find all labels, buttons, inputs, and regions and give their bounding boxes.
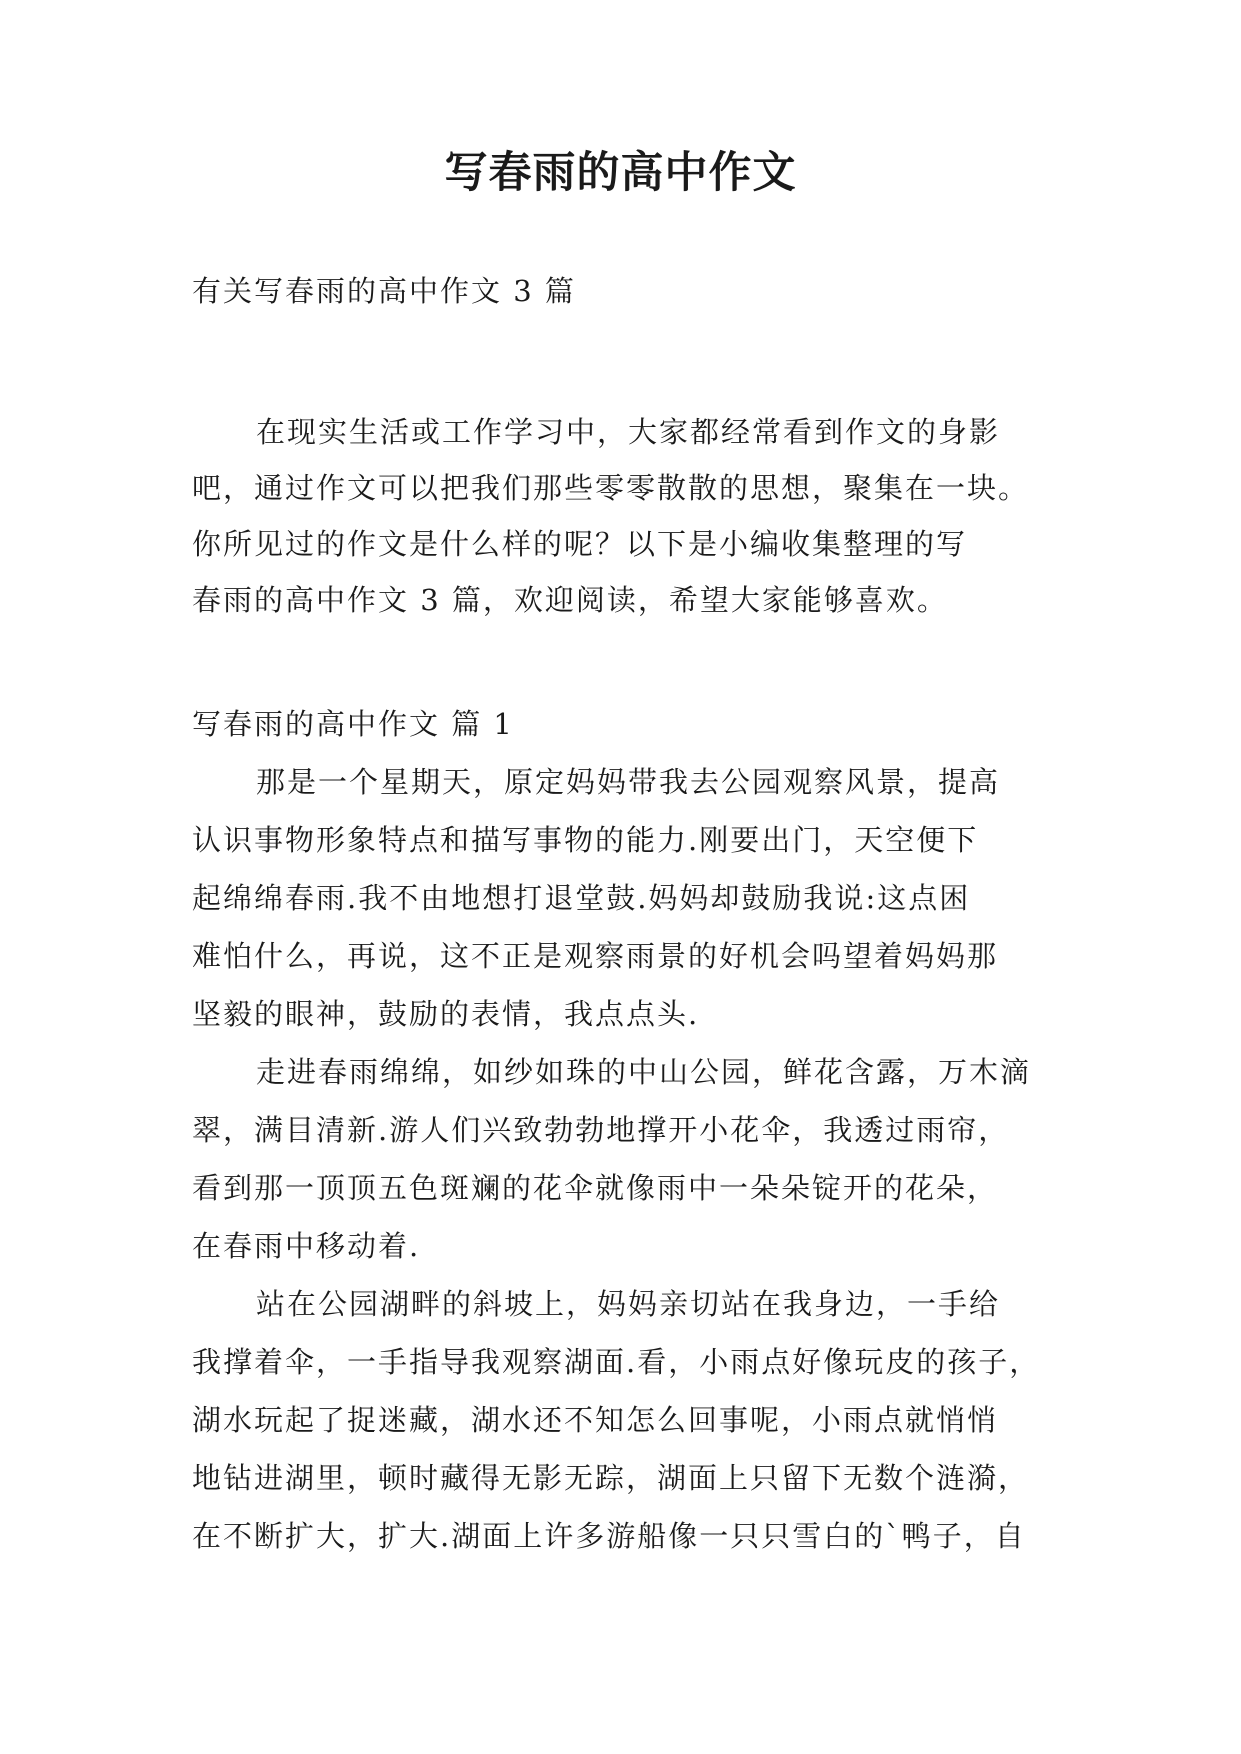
paragraph-line: 地钻进湖里，顿时藏得无影无踪，湖面上只留下无数个涟漪， — [192, 1461, 1030, 1495]
paragraph-line: 在不断扩大，扩大.湖面上许多游船像一只只雪白的`鸭子，自 — [192, 1519, 1026, 1553]
paragraph-line: 认识事物形象特点和描写事物的能力.刚要出门，天空便下 — [192, 823, 979, 857]
paragraph-line: 走进春雨绵绵，如纱如珠的中山公园，鲜花含露，万木滴 — [256, 1055, 1032, 1089]
paragraph-line: 站在公园湖畔的斜坡上，妈妈亲切站在我身边，一手给 — [256, 1287, 1001, 1321]
intro-line: 在现实生活或工作学习中，大家都经常看到作文的身影 — [256, 415, 1001, 449]
intro-line: 春雨的高中作文 3 篇，欢迎阅读，希望大家能够喜欢。 — [192, 583, 948, 617]
intro-paragraph — [192, 404, 1052, 628]
paragraph-line: 我撑着伞，一手指导我观察湖面.看，小雨点好像玩皮的孩子， — [192, 1345, 1041, 1379]
essay-1 — [192, 695, 1052, 1565]
paragraph-line: 起绵绵春雨.我不由地想打退堂鼓.妈妈却鼓励我说:这点困 — [192, 881, 971, 915]
paragraph-line: 在春雨中移动着. — [192, 1229, 421, 1263]
subtitle-line: 有关写春雨的高中作文 3 篇 — [192, 274, 576, 308]
paragraph-line: 难怕什么，再说，这不正是观察雨景的好机会吗望着妈妈那 — [192, 939, 999, 973]
paragraph-line: 翠，满目清新.游人们兴致勃勃地撑开小花伞，我透过雨帘， — [192, 1113, 1010, 1147]
intro-line: 你所见过的作文是什么样的呢？以下是小编收集整理的写 — [192, 527, 968, 561]
essay-heading: 写春雨的高中作文 篇 1 — [192, 707, 514, 741]
paragraph-line: 那是一个星期天，原定妈妈带我去公园观察风景，提高 — [256, 765, 1001, 799]
paragraph-line: 看到那一顶顶五色斑斓的花伞就像雨中一朵朵锭开的花朵， — [192, 1171, 999, 1205]
paragraph-line: 坚毅的眼神，鼓励的表情，我点点头. — [192, 997, 700, 1031]
page-title: 写春雨的高中作文 — [444, 148, 797, 198]
document-subtitle — [192, 262, 1052, 320]
intro-line: 吧，通过作文可以把我们那些零零散散的思想，聚集在一块。 — [192, 471, 1030, 505]
paragraph-line: 湖水玩起了捉迷藏，湖水还不知怎么回事呢，小雨点就悄悄 — [192, 1403, 999, 1437]
